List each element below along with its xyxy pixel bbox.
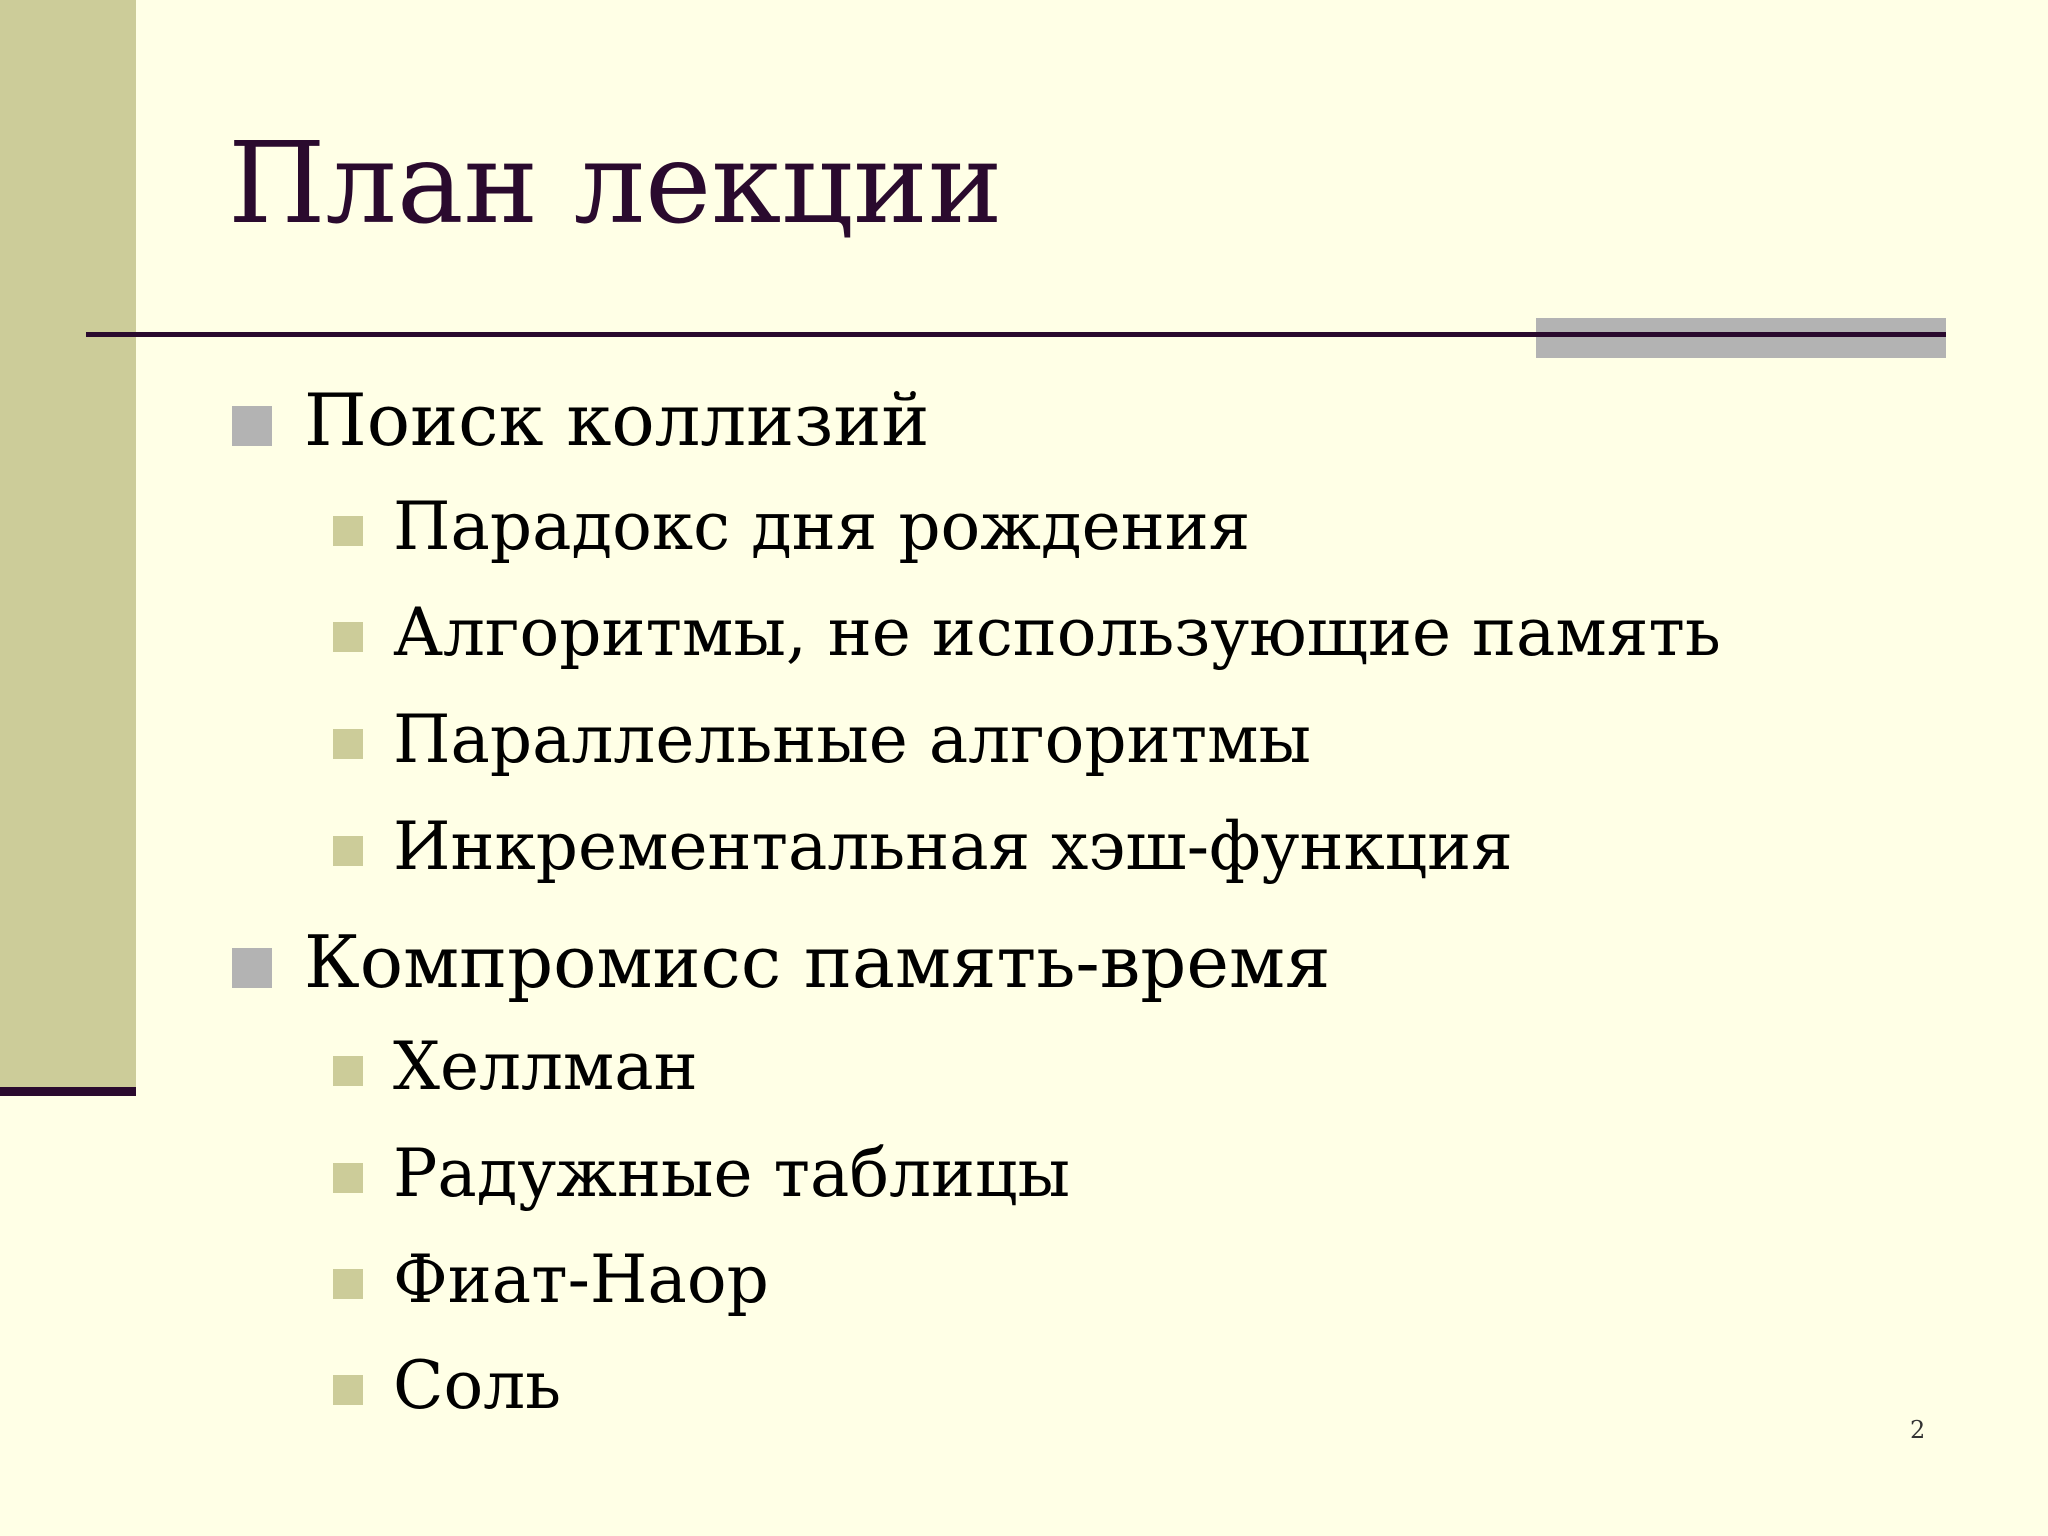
outline-item-text: Параллельные алгоритмы	[393, 701, 1312, 778]
square-bullet-icon	[333, 729, 363, 759]
outline-item-level2	[393, 808, 1513, 885]
slide-title: План лекции	[228, 119, 1003, 249]
outline-item-level2	[393, 1135, 1070, 1212]
title-rule-accent-block	[1536, 318, 1946, 358]
square-bullet-icon	[333, 1375, 363, 1405]
outline-item-level2	[393, 1347, 562, 1424]
outline-item-text: Компромисс память-время	[304, 920, 1331, 1004]
outline-item-text: Радужные таблицы	[393, 1135, 1070, 1212]
outline-item-text: Хеллман	[393, 1028, 698, 1105]
outline-item-text: Соль	[393, 1347, 562, 1424]
outline-item-text: Инкрементальная хэш-функция	[393, 808, 1513, 885]
outline-item-level2	[393, 1241, 769, 1318]
outline-item-text: Фиат-Наор	[393, 1241, 769, 1318]
title-rule	[86, 332, 1946, 337]
square-bullet-icon	[333, 516, 363, 546]
outline-item-text: Парадокс дня рождения	[393, 488, 1251, 565]
outline-item-level2	[393, 594, 1721, 671]
square-bullet-icon	[232, 406, 272, 446]
outline-item-level2	[393, 701, 1312, 778]
square-bullet-icon	[333, 1269, 363, 1299]
left-accent-bar	[0, 0, 136, 1087]
square-bullet-icon	[232, 948, 272, 988]
square-bullet-icon	[333, 836, 363, 866]
outline-item-text: Поиск коллизий	[304, 378, 930, 462]
outline-item-text: Алгоритмы, не использующие память	[393, 594, 1721, 671]
outline-item-level1	[304, 920, 1331, 1004]
left-accent-rule	[0, 1087, 136, 1096]
outline-item-level2	[393, 488, 1251, 565]
square-bullet-icon	[333, 1163, 363, 1193]
slide-page-number: 2	[1910, 1416, 1926, 1444]
outline-item-level1	[304, 378, 930, 462]
square-bullet-icon	[333, 622, 363, 652]
outline-item-level2	[393, 1028, 698, 1105]
square-bullet-icon	[333, 1056, 363, 1086]
